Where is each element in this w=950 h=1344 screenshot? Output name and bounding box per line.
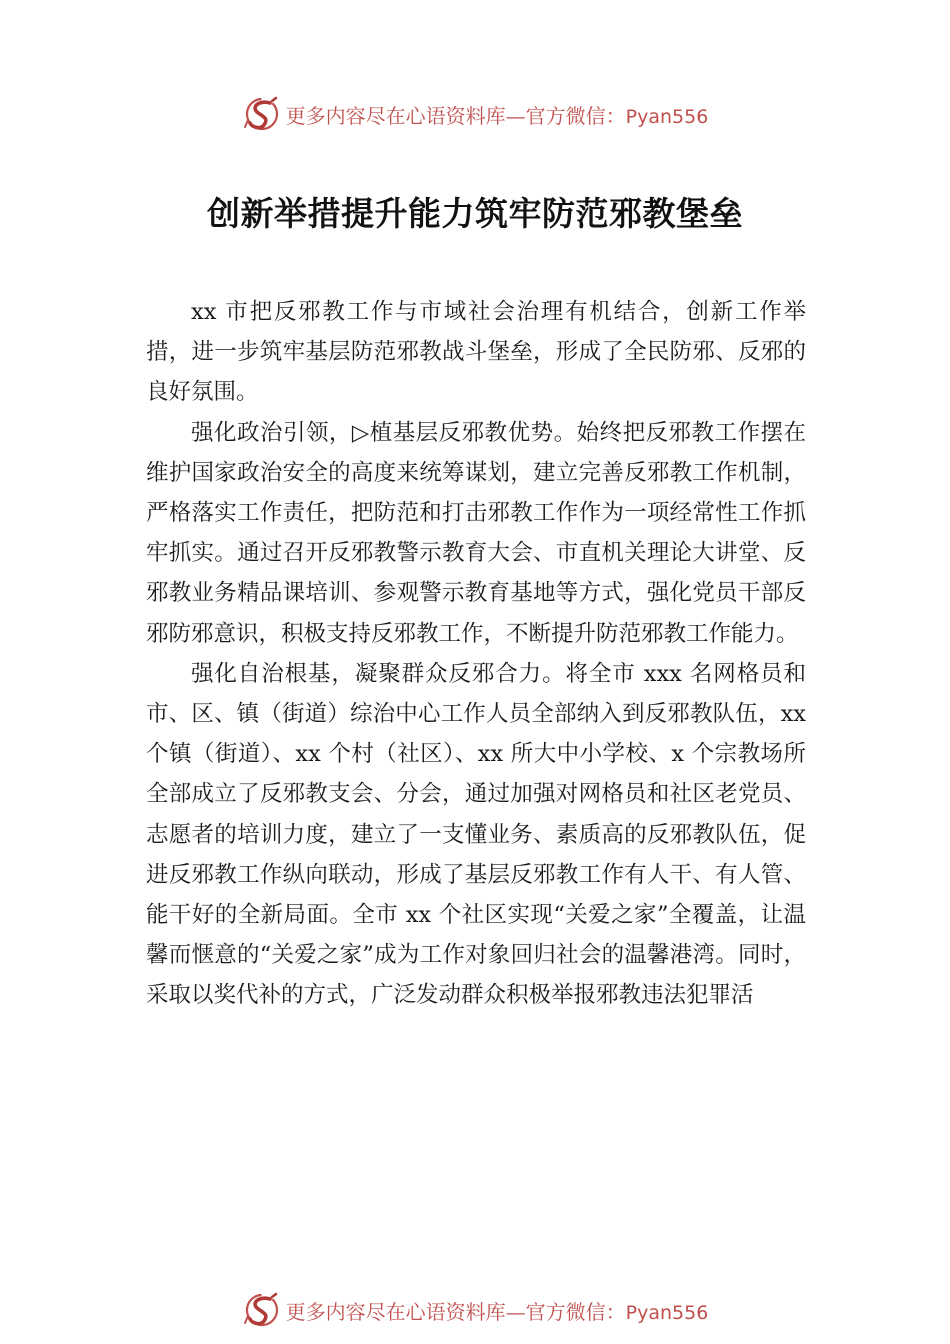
paragraph-2: 强化政治引领，▷植基层反邪教优势。始终把反邪教工作摆在维护国家政治安全的高度来统筹谋划，建立完善反邪教工作机制，严格落实工作责任，把防范和打击邪教工作作为一项经常性工作抓牢抓实。通过召开反邪教警示教育大会、市直机关理论大讲堂、反邪教业务精品课培训、参观警示教育基地等方式，强化党员干部反邪防邪意识，积极支持反邪教工作，不断提升防范邪教工作能力。: [146, 419, 806, 647]
footer-banner: [0, 1290, 950, 1330]
banner-label: 更多内容尽在心语资料库—官方微信：: [285, 1299, 626, 1324]
paragraph-3: 强化自治根基，凝聚群众反邪合力。将全市 xxx 名网格员和市、区、镇（街道）综治中心工作人员全部纳入到反邪教队伍，xx 个镇（街道）、xx 个村（社区）、xx 所大中小学校、x 个宗教场所全部成立了反邪教支会、分会，通过加强对网格员和社区老党员、志愿者的培训力度，建立了一支懂业务、素质高的反邪教队伍，促进反邪教工作纵向联动，形成了基层反邪教工作有人干、有人管、能干好的全新局面。全市 xx 个社区实现“关爱之家”全覆盖，让温馨而惬意的“关爱之家”成为工作对象回归社会的温馨港湾。同时，采取以奖代补的方式，广泛发动群众积极举报邪教违法犯罪活: [146, 660, 806, 1009]
paragraph-1: xx 市把反邪教工作与市域社会治理有机结合，创新工作举措，进一步筑牢基层防范邪教战斗堡垒，形成了全民防邪、反邪的良好氛围。: [146, 299, 806, 406]
document-body: [146, 292, 806, 1016]
stylized-s-brush-logo-icon: [242, 94, 282, 134]
document-title: 创新举措提升能力筑牢防范邪教堡垒: [207, 194, 743, 233]
header-banner: [0, 94, 950, 134]
banner-text: [286, 100, 709, 129]
wechat-id: Pyan556: [625, 1301, 709, 1324]
banner-text: [286, 1296, 709, 1325]
stylized-s-brush-logo-icon: [242, 1290, 282, 1330]
banner-label: 更多内容尽在心语资料库—官方微信：: [285, 103, 626, 128]
wechat-id: Pyan556: [625, 105, 709, 128]
